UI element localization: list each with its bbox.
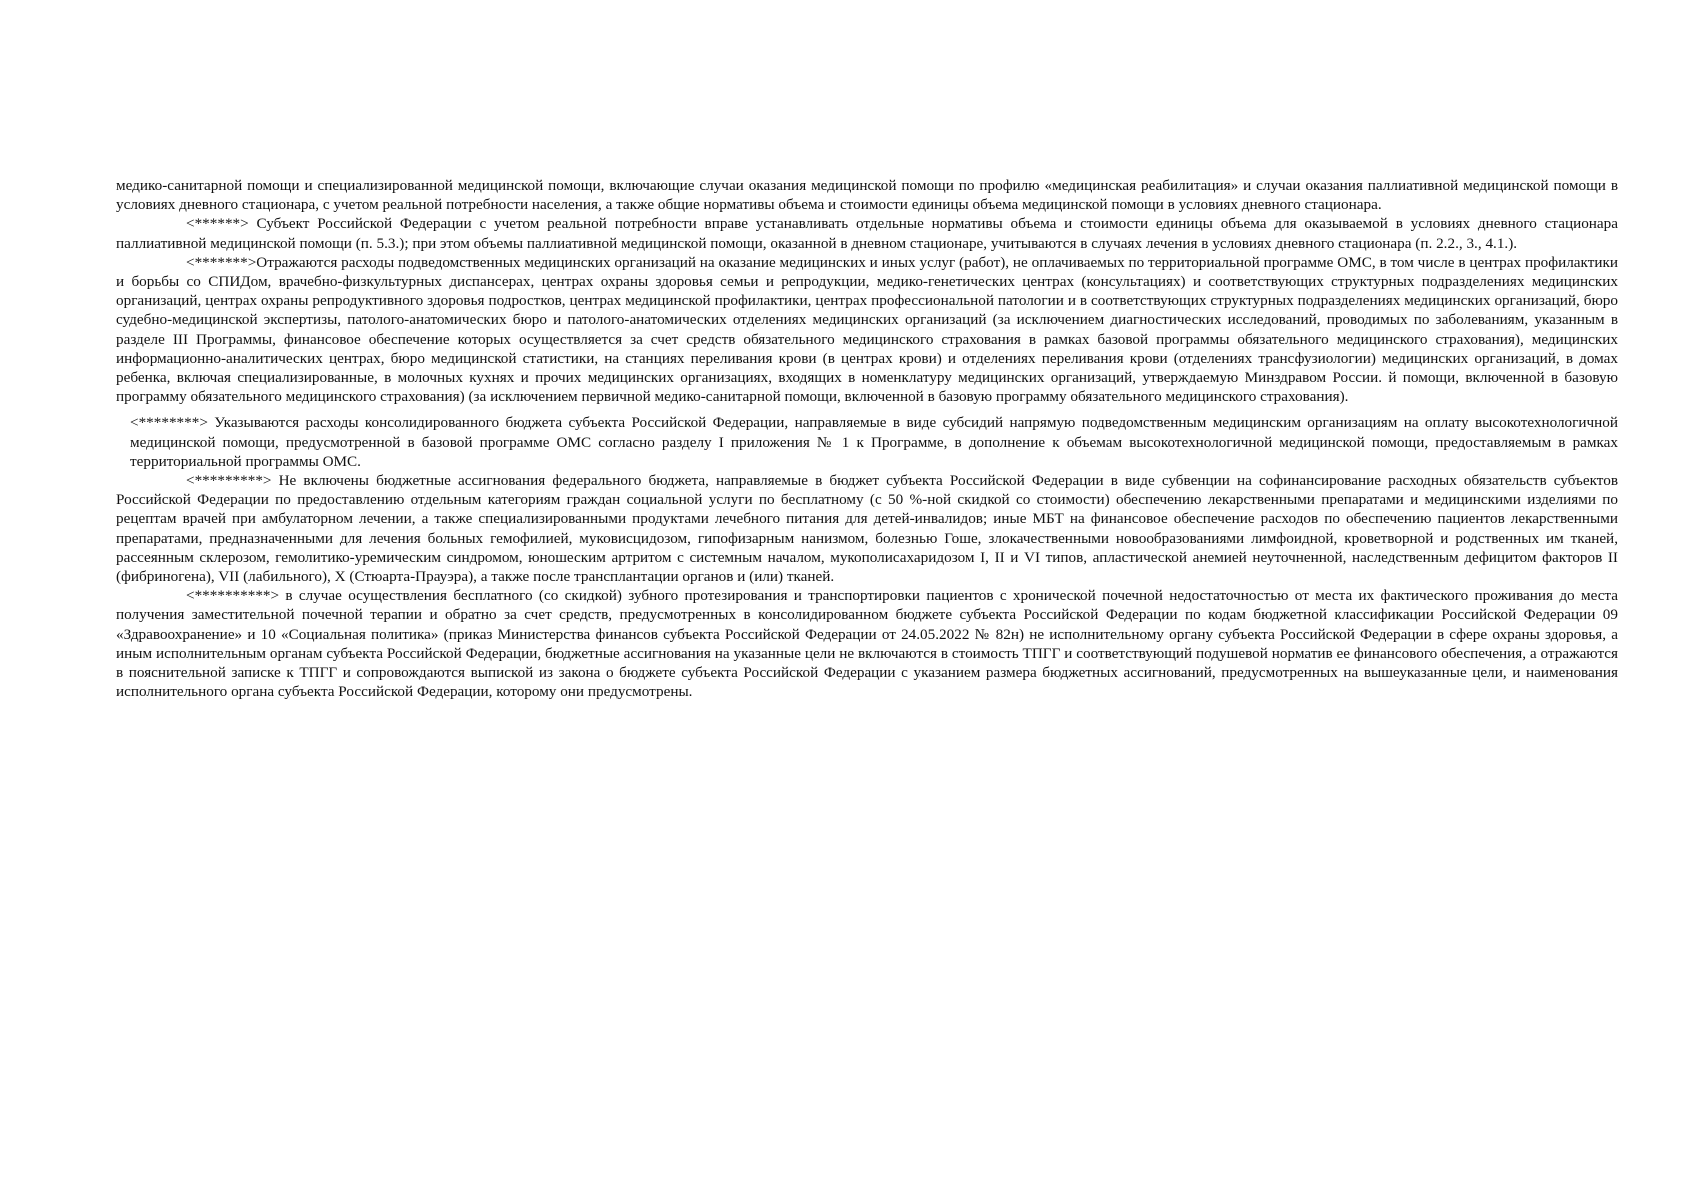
footnote-6-asterisks: <******> Субъект Российской Федерации с учетом реальной потребности вправе устанавливать отдельные нормативы объема и стоимости единицы объема для оказываемой в условиях дневного стационара паллиативной медицинской помощи (п. 5.3.); при этом объемы паллиативной медицинской помощи, оказанной в дневном стационаре, учитываются в случаях лечения в условиях дневного стационара (п. 2.2., 3., 4.1.). <box>116 215 1618 252</box>
document-body <box>116 176 1618 701</box>
footnote-8-asterisks: <********> Указываются расходы консолидированного бюджета субъекта Российской Федерации, направляемые в виде субсидий напрямую подведомственным медицинским организациям на оплату высокотехнологичной медицинской помощи, предусмотренной в базовой программе ОМС согласно разделу I приложения № 1 к Программе, в дополнение к объемам высокотехнологичной медицинской помощи, предоставляемым в рамках территориальной программы ОМС. <box>130 414 1618 470</box>
paragraph-continuation: медико-санитарной помощи и специализированной медицинской помощи, включающие случаи оказания медицинской помощи по профилю «медицинская реабилитация» и случаи оказания паллиативной медицинской помощи в условиях дневного стационара, с учетом реальной потребности населения, а также общие нормативы объема и стоимости единицы объема медицинской помощи в условиях дневного стационара. <box>116 177 1618 214</box>
footnote-10-asterisks: <**********> в случае осуществления бесплатного (со скидкой) зубного протезирования и транспортировки пациентов с хронической почечной недостаточностью от места их фактического проживания до места получения заместительной почечной терапии и обратно за счет средств, предусмотренных в консолидированном бюджете субъекта Российской Федерации по кодам бюджетной классификации Российской Федерации 09 «Здравоохранение» и 10 «Социальная политика» (приказ Министерства финансов субъекта Российской Федерации от 24.05.2022 № 82н) не исполнительному органу субъекта Российской Федерации в сфере охраны здоровья, а иным исполнительным органам субъекта Российской Федерации, бюджетные ассигнования на указанные цели не включаются в стоимость ТПГГ и соответствующий подушевой норматив ее финансового обеспечения, а отражаются в пояснительной записке к ТПГГ и сопровождаются выпиской из закона о бюджете субъекта Российской Федерации с указанием размера бюджетных ассигнований, предусмотренных на вышеуказанные цели, и наименования исполнительного органа субъекта Российской Федерации, которому они предусмотрены. <box>116 587 1618 701</box>
footnote-7-asterisks: <*******>Отражаются расходы подведомственных медицинских организаций на оказание медицинских и иных услуг (работ), не оплачиваемых по территориальной программе ОМС, в том числе в центрах профилактики и борьбы со СПИДом, врачебно-физкультурных диспансерах, центрах охраны здоровья семьи и репродукции, медико-генетических центрах (консультациях) и соответствующих структурных подразделениях медицинских организаций, центрах охраны репродуктивного здоровья подростков, центрах медицинской профилактики, центрах профессиональной патологии и в соответствующих структурных подразделениях медицинских организаций, бюро судебно-медицинской экспертизы, патолого-анатомических бюро и патолого-анатомических отделениях медицинских организаций (за исключением диагностических исследований, проводимых по заболеваниям, указанным в разделе III Программы, финансовое обеспечение которых осуществляется за счет средств обязательного медицинского страхования в рамках базовой программы обязательного медицинского страхования), медицинских информационно-аналитических центрах, бюро медицинской статистики, на станциях переливания крови (в центрах крови) и отделениях переливания крови (отделениях трансфузиологии) медицинских организаций, в домах ребенка, включая специализированные, в молочных кухнях и прочих медицинских организациях, входящих в номенклатуру медицинских организаций, утверждаемую Минздравом России. й помощи, включенной в базовую программу обязательного медицинского страхования) (за исключением первичной медико-санитарной помощи, включенной в базовую программу обязательного медицинского страхования). <box>116 253 1618 406</box>
footnote-9-asterisks: <*********> Не включены бюджетные ассигнования федерального бюджета, направляемые в бюджет субъекта Российской Федерации в виде субвенции на софинансирование расходных обязательств субъектов Российской Федерации по предоставлению отдельным категориям граждан социальной услуги по бесплатному (с 50 %-ной скидкой со стоимости) обеспечению лекарственными препаратами и медицинскими изделиями по рецептам врачей при амбулаторном лечении, а также специализированными продуктами лечебного питания для детей-инвалидов; иные МБТ на финансовое обеспечение расходов по обеспечению пациентов лекарственными препаратами, предназначенными для лечения больных гемофилией, муковисцидозом, гипофизарным нанизмом, болезнью Гоше, злокачественными новообразованиями лимфоидной, кроветворной и родственных им тканей, рассеянным склерозом, гемолитико-уремическим синдромом, юношеским артритом с системным началом, мукополисахаридозом I, II и VI типов, апластической анемией неуточненной, наследственным дефицитом факторов II (фибриногена), VII (лабильного), X (Стюарта-Прауэра), а также после трансплантации органов и (или) тканей. <box>116 472 1618 586</box>
